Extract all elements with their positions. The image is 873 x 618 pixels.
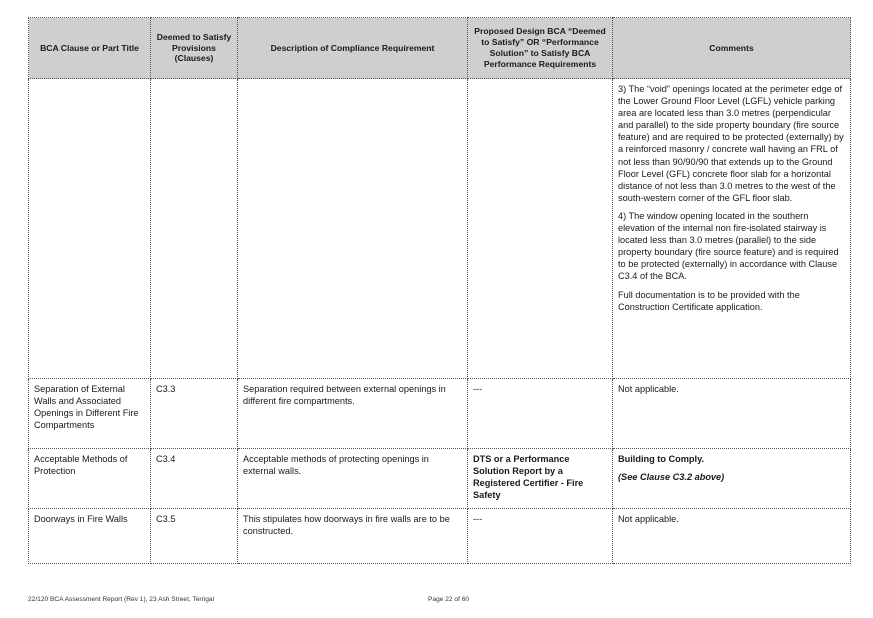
header-row	[29, 18, 851, 79]
header-dts-provisions: Deemed to Satisfy Provisions (Clauses)	[151, 18, 238, 79]
header-proposed-design: Proposed Design BCA “Deemed to Satisfy” OR “Performance Solution” to Satisfy BCA Performance Requirements	[468, 18, 613, 79]
cell-title	[29, 79, 151, 379]
header-comments: Comments	[613, 18, 851, 79]
cell-description: This stipulates how doorways in fire walls are to be constructed.	[238, 509, 468, 564]
cell-comments	[613, 79, 851, 379]
cell-clause: C3.5	[151, 509, 238, 564]
cell-proposed: ---	[468, 379, 613, 449]
header-description: Description of Compliance Requirement	[238, 18, 468, 79]
comment-comply: Building to Comply.	[618, 454, 705, 464]
cell-comments	[613, 449, 851, 509]
cell-clause: C3.4	[151, 449, 238, 509]
table-row-c3-3	[29, 379, 851, 449]
cell-proposed: DTS or a Performance Solution Report by a Registered Certifier - Fire Safety	[468, 449, 613, 509]
cell-title: Doorways in Fire Walls	[29, 509, 151, 564]
footer-page-number: Page 22 of 60	[428, 596, 470, 603]
cell-comments: Not applicable.	[613, 509, 851, 564]
cell-clause: C3.3	[151, 379, 238, 449]
cell-title: Separation of External Walls and Associated Openings in Different Fire Compartments	[29, 379, 151, 449]
comment-see-clause: (See Clause C3.2 above)	[618, 472, 725, 483]
table-row-c3-4	[29, 449, 851, 509]
comment-documentation: Full documentation is to be provided with the Construction Certificate application.	[618, 289, 800, 312]
table-row-continued	[29, 79, 851, 379]
table-row-c3-5	[29, 509, 851, 564]
footer-report-title: 22/120 BCA Assessment Report (Rev 1), 23 Ash Street, Terrigal	[28, 596, 215, 603]
cell-description: Separation required between external openings in different fire compartments.	[238, 379, 468, 449]
compliance-table	[28, 17, 851, 564]
cell-description: Acceptable methods of protecting openings in external walls.	[238, 449, 468, 509]
cell-description	[238, 79, 468, 379]
cell-clause	[151, 79, 238, 379]
header-clause-title: BCA Clause or Part Title	[29, 18, 151, 79]
comment-item-4: 4) The window opening located in the southern elevation of the internal non fire-isolated stairway is located less than 3.0 metres (parallel) to the side property boundary (fire source feature) and is required to be protected (externally) in accordance with Clause C3.4 of the BCA.	[618, 210, 839, 282]
cell-comments: Not applicable.	[613, 379, 851, 449]
cell-proposed	[468, 79, 613, 379]
cell-title: Acceptable Methods of Protection	[29, 449, 151, 509]
comment-item-3: 3) The “void” openings located at the perimeter edge of the Lower Ground Floor Level (LGFL) vehicle parking area are located less than 3.0 metres (perpendicular and parallel) to the side property boundary (fire source feature) and are required to be protected (externally) by a reinforced masonry / concrete wall having an FRL of not less than 90/90/90 that extends up to the Ground Floor Level (GFL) concrete floor slab for a horizontal distance of not less than 3.0 metres to the west of the south-western corner of the GFL floor slab.	[618, 84, 844, 203]
cell-proposed: ---	[468, 509, 613, 564]
